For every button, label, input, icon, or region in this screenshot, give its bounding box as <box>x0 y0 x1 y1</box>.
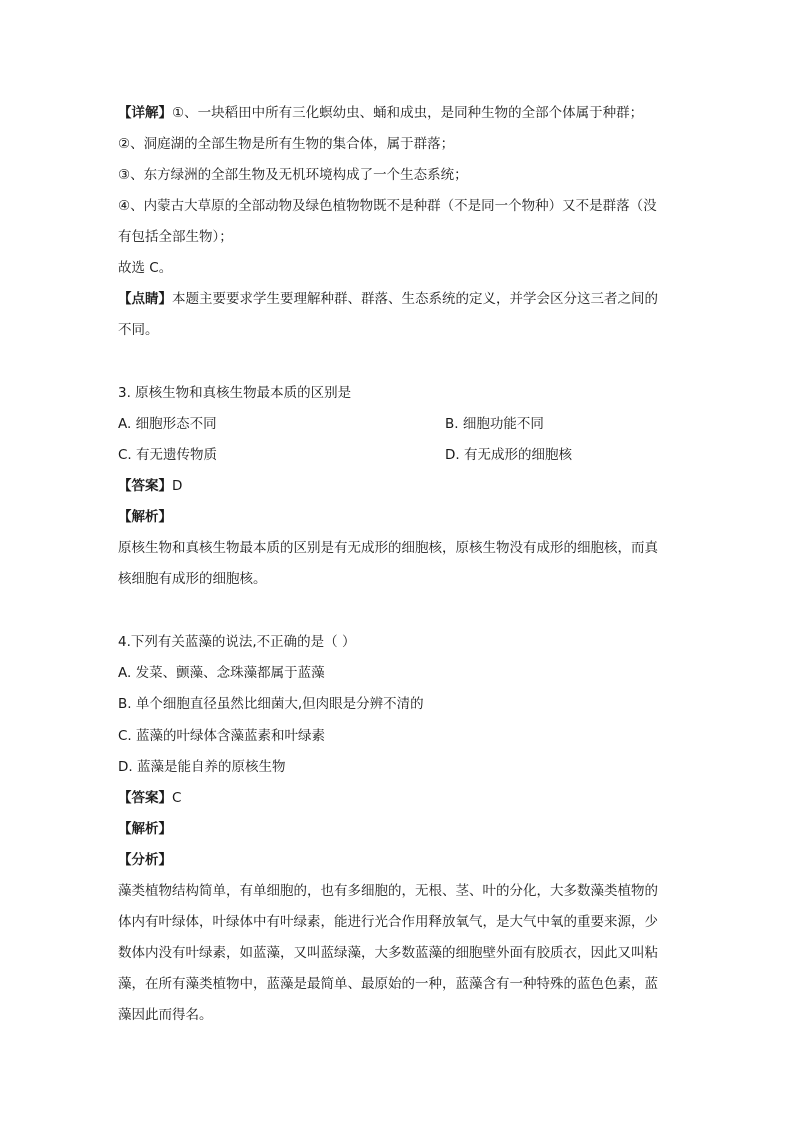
comment-text-2: 不同。 <box>118 322 159 338</box>
detail-item-1: ①、一块稻田中所有三化螟幼虫、蛹和成虫，是同种生物的全部个体属于种群； <box>172 105 644 121</box>
q3-answer-label: 【答案】 <box>118 478 172 494</box>
detail-item-2: ②、洞庭湖的全部生物是所有生物的集合体，属于群落； <box>118 136 455 152</box>
q4-fenxi-3: 数体内没有叶绿素，如蓝藻，又叫蓝绿藻，大多数蓝藻的细胞壁外面有胶质衣，因此又叫粘 <box>118 945 658 961</box>
q3-analysis-1: 原核生物和真核生物最本质的区别是有无成形的细胞核，原核生物没有成形的细胞核，而真 <box>118 540 658 556</box>
detail-line-1 <box>118 103 678 123</box>
q3-analysis-2: 核细胞有成形的细胞核。 <box>118 571 267 587</box>
q4-fenxi-label: 【分析】 <box>118 852 172 868</box>
q3-stem: 3. 原核生物和真核生物最本质的区别是 <box>118 385 352 401</box>
detail-conclusion: 故选 C。 <box>118 260 173 276</box>
q3-option-c: C. 有无遗传物质 <box>118 447 218 463</box>
q4-option-a: A. 发菜、颤藻、念珠藻都属于蓝藻 <box>118 665 325 681</box>
q4-option-c: C. 蓝藻的叶绿体含藻蓝素和叶绿素 <box>118 728 326 744</box>
q3-answer-value: D <box>172 478 183 494</box>
q4-fenxi-2: 体内有叶绿体，叶绿体中有叶绿素，能进行光合作用释放氧气，是大气中氧的重要来源，少 <box>118 914 658 930</box>
q4-fenxi-4: 藻，在所有藻类植物中，蓝藻是最简单、最原始的一种，蓝藻含有一种特殊的蓝色色素，蓝 <box>118 976 658 992</box>
detail-item-4-cont: 有包括全部生物）； <box>118 229 233 245</box>
q4-answer-label: 【答案】 <box>118 790 172 806</box>
q3-option-b: B. 细胞功能不同 <box>445 416 544 432</box>
detail-item-4: ④、内蒙古大草原的全部动物及绿色植物物既不是种群（不是同一个物种）又不是群落（没 <box>118 198 657 214</box>
detail-label: 【详解】 <box>118 105 172 121</box>
q4-answer <box>118 788 678 808</box>
q4-option-b: B. 单个细胞直径虽然比细菌大,但肉眼是分辨不清的 <box>118 696 424 712</box>
q3-answer <box>118 476 678 496</box>
q3-option-d: D. 有无成形的细胞核 <box>445 447 572 463</box>
comment-text-1: 本题主要要求学生要理解种群、群落、生态系统的定义，并学会区分这三者之间的 <box>172 291 658 307</box>
q3-option-a: A. 细胞形态不同 <box>118 416 217 432</box>
q3-analysis-label: 【解析】 <box>118 509 172 525</box>
q4-stem: 4.下列有关蓝藻的说法,不正确的是（ ） <box>118 634 356 650</box>
q4-analysis-label: 【解析】 <box>118 821 172 837</box>
detail-item-3: ③、东方绿洲的全部生物及无机环境构成了一个生态系统； <box>118 167 468 183</box>
q4-fenxi-1: 藻类植物结构简单，有单细胞的，也有多细胞的，无根、茎、叶的分化，大多数藻类植物的 <box>118 883 658 899</box>
comment-line-1 <box>118 289 678 309</box>
comment-label: 【点睛】 <box>118 291 172 307</box>
q4-answer-value: C <box>172 790 182 806</box>
q4-fenxi-5: 藻因此而得名。 <box>118 1007 213 1023</box>
q4-option-d: D. 蓝藻是能自养的原核生物 <box>118 759 286 775</box>
